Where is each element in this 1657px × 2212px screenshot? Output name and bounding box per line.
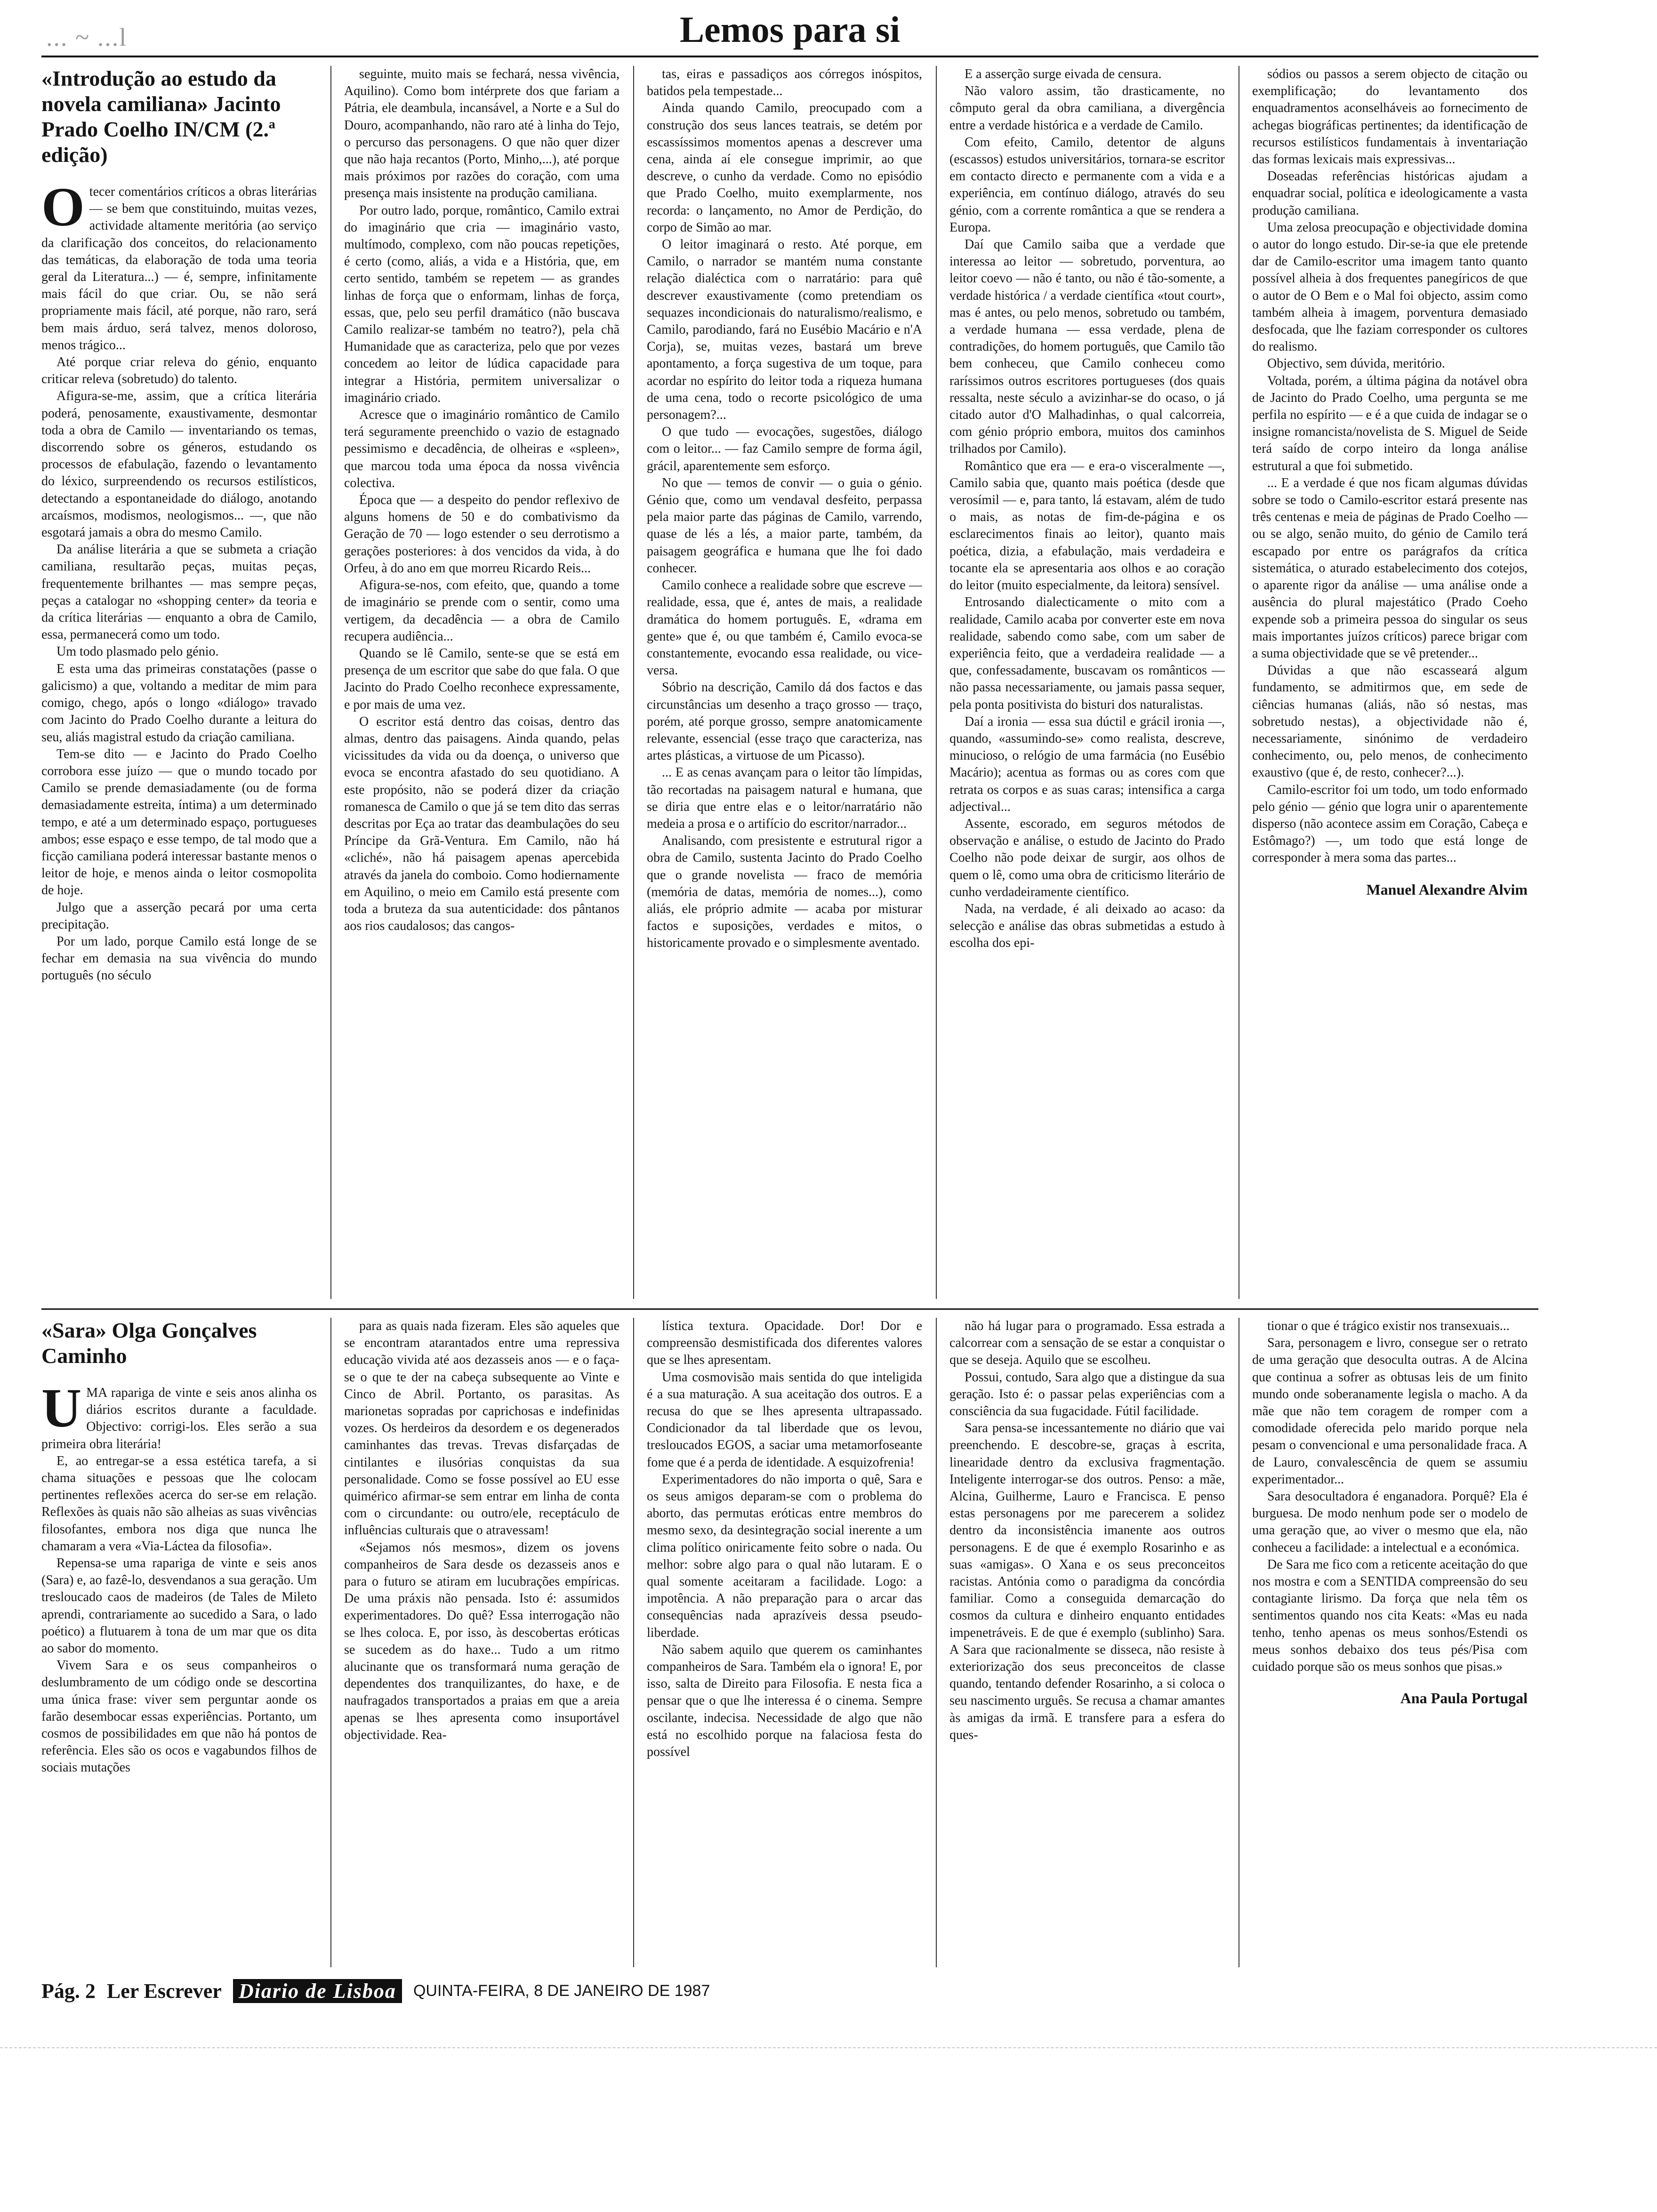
paragraph: Por outro lado, porque, romântico, Camilo extrai do imaginário que cria — imaginário vasto, multímodo, complexo, com não poucas repetições, é certo (como, aliás, a vida e a História, que, em certo sentido, também se repetem — as grandes linhas de força que o enformam, linhas de força, essas, que, pelo seu perfil dramático (não buscava Camilo realizar-se também no teatro?), pela chã Humanidade que as caracteriza, pelo que por vezes concedem ao leitor de lúdica capacidade para integrar a História, permitem universalizar o imaginário criado. <box>344 203 619 405</box>
paragraph: E a asserção surge eivada de censura. <box>965 67 1162 81</box>
review1-col4-text <box>949 66 1225 952</box>
review2-column-3 <box>647 1318 922 1967</box>
paragraph: Uma zelosa preocupação e objectividade domina o autor do longo estudo. Dir-se-ia que ele pretende dar de Camilo-escritor uma imagem tanto quanto possível alheia à dos frequentes panegíricos de que o autor de O Bem e o Mal foi objecto, assim como também alheia à imagem, porventura demasiado desfocada, que lhe faziam corresponder os cultores do realismo. <box>1252 220 1528 354</box>
page-number: Pág. 2 <box>41 1979 96 2003</box>
review2-column-5 <box>1252 1318 1528 1967</box>
section-divider <box>41 1308 1538 1310</box>
review1-col2-text <box>344 66 619 935</box>
column-rule <box>936 66 937 1299</box>
paragraph: Repensa-se uma rapariga de vinte e seis anos (Sara) e, ao fazê-lo, desvendanos a sua geração. Um tresloucado caos de madeiros (de Tales de Mileto aprendi, contrariamente ao sucedido a Sara, o lado poético) a flutuarem à tona de um mar que os dita ao sabor do momento. <box>41 1556 317 1656</box>
review2-column-2 <box>344 1318 619 1967</box>
review2-col3-text <box>647 1318 922 1761</box>
paragraph: seguinte, muito mais se fechará, nessa vivência, Aquilino). Como bom intérprete dos que fariam a Pátria, ele deambula, incansável, a Norte e a Sul do Douro, acompanhando, não raro até à linha do Tejo, o percurso das personagens. O que não quer dizer que não haja recantos (Porto, Minho,...), até porque mais próximos por razões do coração, com uma presença mais insistente na produção camiliana. <box>344 67 619 201</box>
paragraph: Tem-se dito — e Jacinto do Prado Coelho corrobora esse juízo — que o mundo tocado por Camilo se prende demasiadamente (ou de forma demasiadamente estreita, íntima) a um determinado tempo, e até a um determinado espaço, portugueses ambos; esse espaço e esse tempo, de tal modo que a ficção camiliana poderá interessar bastante menos o leitor de hoje, e menos ainda o leitor cosmopolita de hoje. <box>41 746 317 898</box>
faded-section-label: ... ~ ...l <box>46 23 128 51</box>
column-rule <box>633 66 634 1299</box>
paragraph: E esta uma das primeiras constatações (passe o galicismo) a que, voltando a meditar de mim para comigo, chego, após o longo «diálogo» travado com Jacinto do Prado Coelho durante a leitura do seu, aliás magistral estudo da criação camiliana. <box>41 661 317 745</box>
paragraph: Quando se lê Camilo, sente-se que se está em presença de um escritor que sabe do que fala. O que Jacinto do Prado Coelho reconhece expressamente, e por mais de uma vez. <box>344 646 619 712</box>
paragraph: para as quais nada fizeram. Eles são aqueles que se encontram atarantados entre uma repressiva educação vivida até aos dezasseis anos — e o faça-se o que te der na cabeça subsequente ao Vinte e Cinco de Abril. Portanto, os parasitas. As marionetas sopradas por caprichosas e indefinidas vozes. Os herdeiros da desordem e os degenerados caminhantes das trevas. Trevas disfarçadas de cintilantes e ilusórias conquistas da sua personalidade. Como se fosse possível ao EU esse quimérico afirmar-se sem entrar em linha de conta com o circundante: ou outro/ele, receptáculo de influências culturais que o atravessam! <box>344 1319 619 1538</box>
paragraph: Doseadas referências históricas ajudam a enquadrar social, política e ideologicamente a vasta produção camiliana. <box>1252 169 1528 218</box>
paragraph: Daí a ironia — essa sua dúctil e grácil ironia —, quando, «assumindo-se» como realista, descreve, minucioso, o relógio de uma farmácia (no Eusébio Macário); acentua as formas ou as cores com que retrata os corpos e as suas caras; intensifica a carga adjectival... <box>949 714 1225 814</box>
paragraph: Entrosando dialecticamente o mito com a realidade, Camilo acaba por converter este em nova realidade, sabendo como sabe, com um saber de experiência feito, que a verdadeira realidade — a que, confessadamente, buscavam os românticos — não passa necessariamente, ou jamais passa sequer, pela ponta positivista do bisturi dos naturalistas. <box>949 595 1225 712</box>
review1-column-3 <box>647 66 922 1299</box>
paragraph: Voltada, porém, a última página da notável obra de Jacinto do Prado Coelho, uma pergunta se me perfila no espírito — e é a que cuida de indagar se o insigne romancista/novelista de S. Miguel de Seide terá saído de corpo inteiro da longa análise estrutural a que foi submetido. <box>1252 373 1528 473</box>
paragraph: Uma cosmovisão mais sentida do que inteligida é a sua maturação. A sua aceitação dos outros. E a recusa do que se lhes apresenta ultrapassado. Condicionador da tal liberdade que os levou, tresloucados EGOS, a saciar uma metamorfoseante fome que é a perda de identidade. A esquizofrenia! <box>647 1370 922 1470</box>
paragraph: ... E a verdade é que nos ficam algumas dúvidas sobre se todo o Camilo-escritor estará presente nas três centenas e meia de páginas de Prado Coelho — ou se algo, senão muito, do génio de Camilo terá escapado por entre os parágrafos da crítica sistemática, o aturado estabelecimento dos cotejos, o aparente rigor da análise — uma análise onde a ausência do plural majestático (Prado Coeho expende sob a primeira pessoa do singular os seus mais importantes juízos críticos) parece brigar com a suma objectividade que se vê pretender... <box>1252 475 1528 661</box>
paragraph: No que — temos de convir — o guia o génio. Génio que, como um vendaval desfeito, perpassa pela maior parte das páginas de Camilo, varrendo, quase de lés a lés, a maior parte, também, da paisagem geográfica e humana que lhe foi dado conhecer. <box>647 475 922 576</box>
review1-col3-text <box>647 66 922 952</box>
paragraph: Vivem Sara e os seus companheiros o deslumbramento de um código onde se descortina uma única frase: viver sem perguntar aonde os farão desembocar essas experiências. Portanto, um cosmos de possibilidades em que não há pontos de referência. Eles são os ocos e vagabundos filhos de sociais mutações <box>41 1658 317 1775</box>
paragraph: De Sara me fico com a reticente aceitação do que nos mostra e com a SENTIDA compreensão do seu contagiante lirismo. Da força que nela têm os sentimentos quando nos cita Keats: «Mas eu nada tenho, tenho apenas os meus sonhos/Estendi os meus sonhos debaixo dos teus pés/Pisa com cuidado porque são os meus sonhos que pisas.» <box>1252 1557 1528 1675</box>
paragraph: E, ao entregar-se a essa estética tarefa, a si chama situações e pessoas que lhe colocam pertinentes reflexões acerca do ser-se em relação. Reflexões às quais não são alheias as suas vivências filosofantes, embora nos diga que nunca lhe chamaram a vera «Via-Láctea da filosofia». <box>41 1453 317 1554</box>
review2-headline: «Sara» Olga Gonçalves Caminho <box>41 1318 257 1368</box>
paragraph: sódios ou passos a serem objecto de citação ou exemplificação; do levantamento dos enquadramentos aconselháveis ao fornecimento de achegas biográficas pertinentes; da identificação de recursos estilísticos fundamentais à inventariação das formas lexicais mais expressivas... <box>1252 67 1528 167</box>
review2-col5-text <box>1252 1318 1528 1675</box>
paragraph: Um todo plasmado pelo génio. <box>56 644 219 659</box>
paragraph: O escritor está dentro das coisas, dentro das almas, dentro das paisagens. Ainda quando, pelas vicissitudes da vida ou da doença, o universo que evoca se encontra afastado do seu quotidiano. A este propósito, não se poderá dizer da criação romanesca de Camilo o que já se tem dito das serras descritas por Eça ao tratar das deambulações do seu Príncipe da Grã-Ventura. Em Camilo, não há «cliché», não há paisagem apenas apercebida através da janela do comboio. Como hodiernamente em Aquilino, o meio em Camilo está presente com toda a bruteza da sua autenticidade: dos pântanos aos rios caudalosos; das cangos- <box>344 714 619 934</box>
review2-col2-text <box>344 1318 619 1744</box>
paragraph: Não valoro assim, tão drasticamente, no cômputo geral da obra camiliana, a divergência entre a verdade histórica e a verdade de Camilo. <box>949 84 1225 133</box>
page-footer <box>41 1974 1538 2007</box>
review-sara <box>41 1318 1538 1967</box>
paragraph: Com efeito, Camilo, detentor de alguns (escassos) estudos universitários, tornara-se escritor em contacto directo e permanente com a vida e a experiência, em contínuo diálogo, através do seu génio, com a corrente romântica a que se rendera a Europa. <box>949 135 1225 235</box>
column-rule <box>633 1318 634 1967</box>
paragraph: Objectivo, sem dúvida, meritório. <box>1267 356 1445 371</box>
scan-artifact-line <box>0 2047 1657 2048</box>
review1-col5-text <box>1252 66 1528 867</box>
review1-headline: «Introdução ao estudo da novela camiliana» Jacinto Prado Coelho IN/CM (2.ª edição) <box>41 66 281 167</box>
review1-column-4 <box>949 66 1225 1299</box>
section-title: Lemos para si <box>680 9 900 50</box>
paragraph: Analisando, com presistente e estrutural rigor a obra de Camilo, sustenta Jacinto do Prado Coelho que o grande novelista — fraco de memória (memória de datas, memória de nomes...), como aliás, ele próprio admite — acaba por misturar factos e suposições, verdades e mitos, o historicamente provado e o simplesmente aventado. <box>647 834 922 951</box>
paragraph: Nada, na verdade, é ali deixado ao acaso: da selecção e análise das obras submetidas a estudo à escolha dos epi- <box>949 901 1225 951</box>
review1-signature: Manuel Alexandre Alvim <box>1366 881 1528 898</box>
review1-dropcap: O <box>41 176 85 238</box>
paragraph: não há lugar para o programado. Essa estrada a calcorrear com a sensação de se estar a conquistar o que se deseja. Aquilo que se escolheu. <box>949 1319 1225 1368</box>
paragraph: Até porque criar releva do génio, enquanto criticar releva (sobretudo) do talento. <box>41 355 317 387</box>
paragraph: Ainda quando Camilo, preocupado com a construção dos seus lances teatrais, se detém por escassíssimos momentos apenas a descrever uma cena, ainda aí ele consegue imprimir, ao que descreve, o cunho da verdade. Como no episódio que Prado Coelho, muito exemplarmente, nos recorda: o lançamento, no Amor de Perdição, do corpo de Simão ao mar. <box>647 101 922 235</box>
paragraph: Da análise literária a que se submeta a criação camiliana, resultarão peças, muitas peças, frequentemente brilhantes — mas sempre peças, peças a catalogar no «shopping center» da teoria e da crítica literárias — enquanto a obra de Camilo, essa, permanecerá como um todo. <box>41 542 317 642</box>
paragraph: Julgo que a asserção pecará por uma certa precipitação. <box>41 900 317 932</box>
paragraph: Época que — a despeito do pendor reflexivo de alguns homens de 50 e do combativismo da Geração de 70 — logo estender o seu derrotismo a gerações posteriores: à dos vencidos da vida, à do Orfeu, à do ano em que morreu Ricardo Reis... <box>344 493 619 576</box>
review1-column-1 <box>41 66 317 1299</box>
review1-column-2 <box>344 66 619 1299</box>
review2-dropcap: U <box>41 1377 82 1439</box>
paragraph: Sara, personagem e livro, consegue ser o retrato de uma geração que desoculta outras. A de Alcina que continua a sofrer as obtusas leis de um finito mundo onde soberanamente legisla o macho. A da mãe que não tem coragem de romper com a comodidade oferecida pelo marido porque nela pesam o convencional e uma personalidade fraca. A de Lauro, convalescência de quem se assumiu experimentador... <box>1252 1336 1528 1487</box>
review2-column-4 <box>949 1318 1225 1967</box>
column-rule <box>330 66 331 1299</box>
paragraph: Por um lado, porque Camilo está longe de se fechar em demasia na sua vivência do mundo português (no século <box>41 934 317 983</box>
review1-col1-text <box>41 176 317 985</box>
paragraph: Sara pensa-se incessantemente no diário que vai preenchendo. E descobre-se, graças à escrita, linearidade dentro da exclusiva fragmentação. Inteligente interrogar-se dos outros. Penso: a mãe, Alcina, Guilherme, Lauro e Francisca. E penso estas personagens por me parecerem a solidez dentro da inconsistência imanente aos outros personagens. E de que é exemplo Rosarinho e as suas «amigas». O Xana e os seus preconceitos racistas. Antónia como o paradigma da concórdia familiar. Como a conseguida demarcação do cosmos da cultura e dinheiro enquanto entidades impenetráveis. E de que é exemplo (sublinho) Sara. A Sara que racionalmente se disseca, não resiste à exteriorização dos seus preconceitos de classe quando, tentando defender Rosarinho, a si coloca o seu nascimento urguês. Se recusa a chamar amantes às amigas da irmã. E transfere para a esfera do ques- <box>949 1421 1225 1742</box>
paragraph: Acresce que o imaginário romântico de Camilo terá seguramente preenchido o vazio de estagnado pessimismo e decadência, de olheiras e «spleen», que marcou toda uma época da nossa vivência colectiva. <box>344 408 619 490</box>
paragraph: Camilo-escritor foi um todo, um todo enformado pelo génio — génio que logra unir o aparentemente disperso (não acontece assim em Coração, Cabeça e Estômago?) —, um todo que está longe de corresponder à mera soma das partes... <box>1252 782 1528 866</box>
paragraph: lística textura. Opacidade. Dor! Dor e compreensão desmistificada dos diferentes valores que se lhes apresentam. <box>647 1319 922 1368</box>
review2-col4-text <box>949 1318 1225 1744</box>
review1-column-5 <box>1252 66 1528 1299</box>
paragraph: tionar o que é trágico existir nos transexuais... <box>1267 1319 1510 1333</box>
issue-date: QUINTA-FEIRA, 8 DE JANEIRO DE 1987 <box>413 1981 710 2000</box>
paragraph: «Sejamos nós mesmos», dizem os jovens companheiros de Sara desde os dezasseis anos e para o futuro se atiram em lucubrações empíricas. De uma práxis não pensada. Isto é: assumidos experimentadores. Do quê? Essa interrogação não se lhes coloca. E, por isso, às descobertas eróticas se sucedem as do haxe... Tudo a um ritmo alucinante que os transformará numa geração de dependentes dos tranquilizantes, do haxe, e de naufragados transportados a praias em que a areia apenas se lhes apresenta como insuportável objectividade. Rea- <box>344 1540 619 1742</box>
paragraph: Daí que Camilo saiba que a verdade que interessa ao leitor — sobretudo, porventura, ao leitor coevo — não é tanto, ou não é tão-somente, a verdade histórica / a verdade científica «tout court», mas é antes, ou pelo menos, sobretudo ou também, a verdade humana — essa verdade, plena de contradições, do homem português, que Camilo tão bem conheceu, que Camilo conheceu como raríssimos outros escritores portugueses (dos quais ressalta, neste século a avizinhar-se do ocaso, o já citado autor d'O Malhadinhas, o qual calcorreia, com génio próprio embora, muitos dos caminhos trilhados por Camilo). <box>949 237 1225 457</box>
paragraph: tecer comentários críticos a obras literárias — se bem que constituindo, muitas vezes, actividade altamente meritória (ao serviço da clarificação dos conceitos, do relacionamento das temáticas, da elaboração de toda uma teoria geral da Literatura...) — é, sempre, infinitamente mais fácil do que criar. Ou, se não será propriamente mais fácil, até porque, não raro, será bem mais árduo, será talvez, menos doloroso, menos trágico... <box>41 184 317 353</box>
paragraph: tas, eiras e passadiços aos córregos inóspitos, batidos pela tempestade... <box>647 67 922 99</box>
paragraph: Assente, escorado, em seguros métodos de observação e análise, o estudo de Jacinto do Prado Coelho não pode deixar de surgir, aos olhos de quem o lê, como uma obra de criticismo literário de cunho verdadeiramente científico. <box>949 816 1225 899</box>
paragraph: Romântico que era — e era-o visceralmente —, Camilo sabia que, quanto mais poética (desde que verosímil — e, para tanto, lá estavam, além de tudo o mais, as notas de fim-de-página e os esclarecimentos finais ao leitor), quanto mais poética, dizia, a efabulação, mais verdadeira e tocante ela se apresentaria aos olhos e ao coração do leitor (muito especialmente, da leitora) sensível. <box>949 458 1225 593</box>
paragraph: Afigura-se-nos, com efeito, que, quando a tome de imaginário se prende com o sentir, como uma vertigem, da decadência — a obra de Camilo recupera audiência... <box>344 578 619 644</box>
newspaper-masthead: Diario de Lisboa <box>233 1979 402 2003</box>
paragraph: Sóbrio na descrição, Camilo dá dos factos e das circunstâncias um desenho a traço grosso — traço, porém, até porque grosso, sempre anatomicamente relevante, essencial (esse traço que caracteriza, nas artes plásticas, a virtuose de um Picasso). <box>647 680 922 763</box>
paragraph: Dúvidas a que não escasseará algum fundamento, se admitirmos que, em sede de ciências humanas (aliás, não só nestas, mas sobretudo nestas), a objectividade não é, necessariamente, sinónimo de verdadeiro conhecimento, ou, pelo menos, de conhecimento exaustivo (que é, de resto, conhecer?...). <box>1252 663 1528 780</box>
paragraph: Não sabem aquilo que querem os caminhantes companheiros de Sara. Também ela o ignora! E, por isso, salta de Direito para Filosofia. E nesta fica a pensar que o que lhe interessa é o cinema. Sempre oscilante, indecisa. Necessidade de algo que não está no escolhido porque na falaciosa festa do possível <box>647 1642 922 1760</box>
paragraph: O que tudo — evocações, sugestões, diálogo com o leitor... — faz Camilo sempre de forma ágil, grácil, aparentemente sem esforço. <box>647 425 922 473</box>
review2-signature: Ana Paula Portugal <box>1400 1690 1528 1707</box>
paragraph: Possui, contudo, Sara algo que a distingue da sua geração. Isto é: o passar pelas experiências com a consciência da sua fugacidade. Fútil facilidade. <box>949 1370 1225 1419</box>
paragraph: Sara desocultadora é enganadora. Porquê? Ela é burguesa. De modo nenhum pode ser o modelo de uma geração que, ao viver o mesmo que ela, não conheceu a facilidade: a intelectual e a económica. <box>1252 1489 1528 1555</box>
paragraph: ... E as cenas avançam para o leitor tão límpidas, tão recortadas na paisagem natural e humana, que se diria que entre elas e o leitor/narratário não medeia a prosa e o artifício do escritor/narrador... <box>647 765 922 831</box>
paragraph: Afigura-se-me, assim, que a crítica literária poderá, penosamente, exaustivamente, desmontar toda a obra de Camilo — inventariando os temas, discorrendo sobre os géneros, estudando os processos de efabulação, fazendo o levantamento do léxico, surpreendendo os recursos estilísticos, detectando a espontaneidade do diálogo, anotando arcaísmos, modismos, neologismos... —, que não esgotará jamais a obra do mesmo Camilo. <box>41 389 317 540</box>
review2-col1-text <box>41 1377 317 1777</box>
column-rule <box>330 1318 331 1967</box>
review-camiliana <box>41 66 1538 1299</box>
paragraph: MA rapariga de vinte e seis anos alinha os diários escritos durante a faculdade. Objectivo: corrigi-los. Eles serão a sua primeira obra literária! <box>41 1386 317 1451</box>
paragraph: Experimentadores do não importa o quê, Sara e os seus amigos deparam-se com o problema do aborto, das permutas eróticas entre membros do mesmo sexo, da desintegração social inerente a um clima político oniricamente feito sobre o nada. Ou melhor: sobre algo para o qual não lutaram. E o qual somente aceitaram a facilidade. Logo: a impotência. A não preparação para o arcar das consequências nada aprazíveis dessa pseudo-liberdade. <box>647 1472 922 1640</box>
paragraph: Camilo conhece a realidade sobre que escreve — realidade, essa, que é, antes de mais, a realidade dramática do homem português. E, «drama em gente» que é, ou que também é, Camilo evoca-se constantemente, evocando essa realidade, ou vice-versa. <box>647 578 922 678</box>
paragraph: O leitor imaginará o resto. Até porque, em Camilo, o narrador se mantém numa constante relação dialéctica com o narratário: para quê descrever exaustivamente (como pretendiam os sequazes incondicionais do naturalismo/realismo, e Camilo, parodiando, fará no Eusébio Macário e n'A Corja), se, muitas vezes, bastará um breve apontamento, a força sugestiva de um toque, para acordar no espírito do leitor toda a riqueza humana de uma cena, todo o recorte psicológico de uma personagem?... <box>647 237 922 423</box>
column-rule <box>936 1318 937 1967</box>
section-name: Ler Escrever <box>106 1979 222 2003</box>
page-header <box>41 4 1538 57</box>
review2-column-1 <box>41 1318 317 1967</box>
